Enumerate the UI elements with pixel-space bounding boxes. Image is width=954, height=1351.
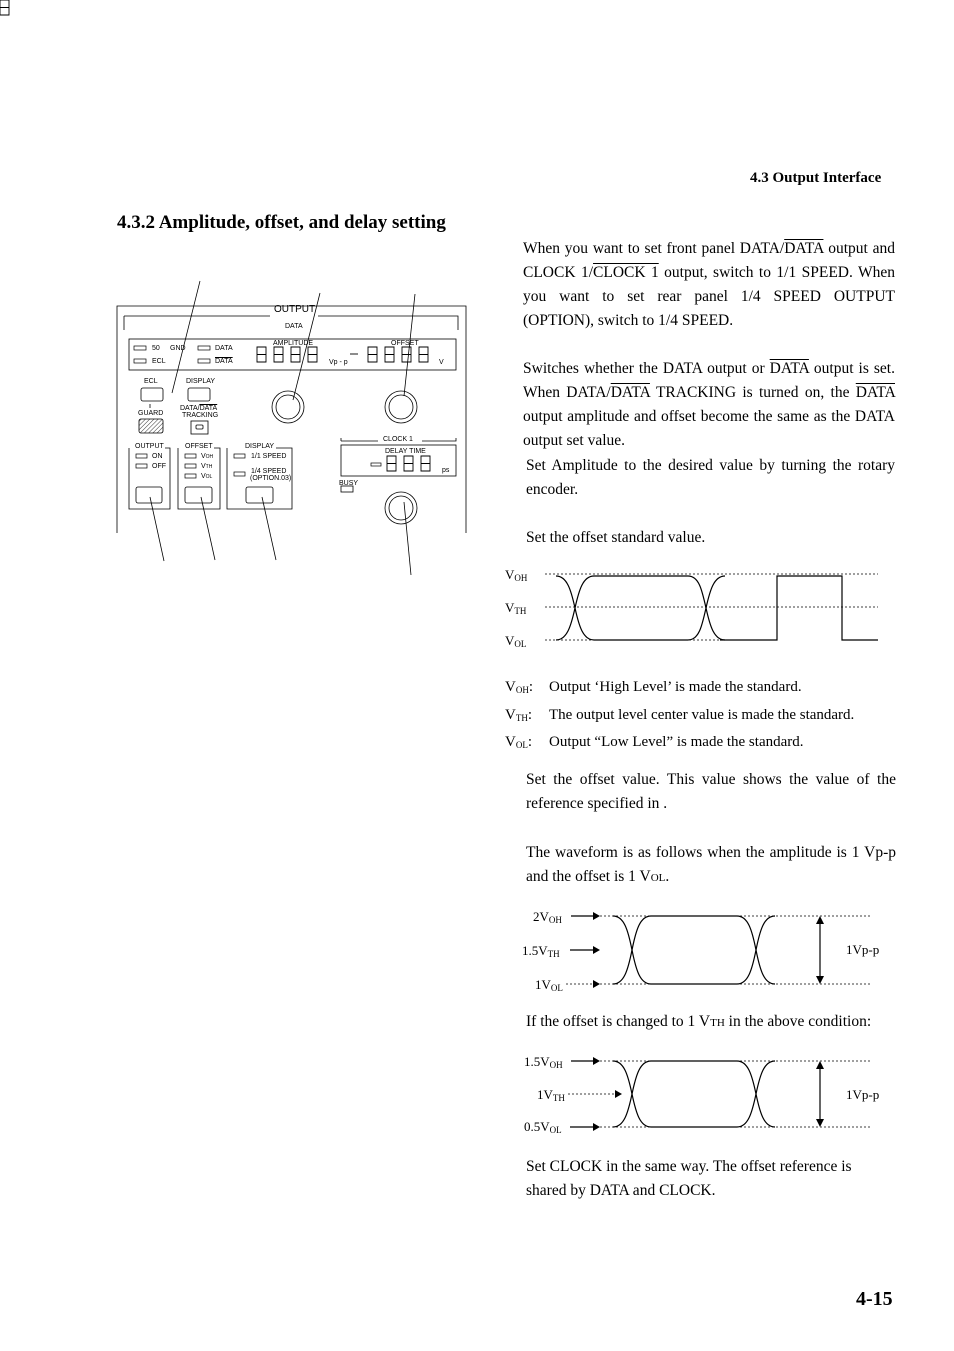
wave2-label-bot: $1V_{OL}$ — [535, 977, 563, 993]
change-paragraph: If the offset is changed to 1 VTH in the above condition: — [526, 1013, 872, 1030]
panel-output-group-label: OUTPUT — [135, 443, 164, 450]
definition-vol: $V_{OL}$: Output “Low Level” is made the standard. — [505, 734, 804, 750]
panel-tracking-label: DATA/DATA — [180, 405, 218, 412]
wave1-label-voh: $V_{OH}$ — [505, 567, 528, 583]
intro-p2-segment: DATA — [610, 384, 650, 401]
wave1-label-vol: $V_{OL}$ — [505, 633, 527, 649]
wave2-label-mid: $1.5V_{TH}$ — [522, 943, 560, 959]
intro-paragraph-4: Set the offset standard value. — [526, 529, 706, 546]
panel-v-label: V — [439, 359, 444, 366]
panel-delay-time-label: DELAY TIME — [385, 448, 426, 455]
offset-paragraph: Set the offset value. This value shows the value of the reference specified in . — [526, 771, 896, 812]
intro-p2-segment: output amplitude and offset become the same as the DATA output set value. — [523, 408, 895, 449]
wave3-label-mid: $1V_{TH}$ — [537, 1087, 565, 1103]
panel-guard-label: GUARD — [138, 410, 164, 417]
intro-p2-segment: DATA — [769, 360, 809, 377]
wave3-amplitude-label: 1Vp-p — [846, 1087, 880, 1102]
intro-p1-segment: output and CLOCK 1/ — [523, 240, 895, 281]
wave1-label-vth: $V_{TH}$ — [505, 600, 527, 616]
panel-display-group-label: DISPLAY — [245, 443, 275, 450]
panel-voh-label: VOH — [201, 453, 214, 460]
panel-offset-group-label: OFFSET — [185, 443, 213, 450]
panel-option-label: (OPTION.03) — [250, 475, 292, 482]
definition-vth: $V_{TH}$: The output level center value is made the standard. — [505, 706, 855, 723]
wave3-label-bot: $0.5V_{OL}$ — [524, 1119, 562, 1135]
panel-data-bar-led-label: DATA — [215, 358, 233, 365]
wave3-label-top: $1.5V_{OH}$ — [524, 1054, 563, 1070]
panel-50-label: 50 — [152, 345, 160, 352]
panel-vpp-label: Vp - p — [329, 359, 348, 366]
intro-p1-segment: CLOCK 1 — [593, 264, 659, 281]
intro-p1-segment: When you want to set front panel DATA/ — [523, 240, 785, 257]
panel-speed14-label: 1/4 SPEED — [251, 468, 287, 475]
wave2-amplitude-label: 1Vp-p — [846, 942, 880, 957]
intro-p1-segment: DATA — [784, 240, 824, 257]
panel-speed11-label: 1/1 SPEED — [251, 453, 287, 460]
panel-ecl-led-label: ECL — [152, 358, 166, 365]
intro-p2-segment: DATA — [855, 384, 895, 401]
waveform-paragraph: The waveform is as follows when the amplitude is 1 Vp-p and the offset is 1 VOL. — [526, 844, 896, 885]
definition-voh: $V_{OH}$: Output ‘High Level’ is made the standard. — [505, 679, 802, 695]
panel-gnd-label: GND — [170, 345, 186, 352]
panel-clock-label: CLOCK 1 — [383, 436, 413, 443]
panel-ecl-button-label: ECL — [144, 378, 158, 385]
panel-off-label: OFF — [152, 463, 166, 470]
panel-ps-label: ps — [442, 467, 450, 474]
intro-p2-segment: Switches whether the DATA output or — [523, 360, 770, 377]
panel-data-label: DATA — [285, 323, 303, 330]
page-number: 4-15 — [856, 1288, 893, 1310]
panel-offset-label: OFFSET — [391, 340, 419, 347]
intro-p1-segment: output, switch to 1/1 SPEED. When you want to set rear panel 1/4 SPEED OUTPUT (OPTION), switch to 1/4 SPEED. — [523, 264, 895, 329]
panel-busy-label: BUSY — [339, 480, 359, 487]
wave2-label-top: $2V_{OH}$ — [533, 909, 562, 925]
intro-p2-segment: output is set. When DATA/ — [523, 360, 895, 401]
clock-paragraph: Set CLOCK in the same way. The offset reference is shared by DATA and CLOCK. — [526, 1158, 852, 1199]
section-title: 4.3.2 Amplitude, offset, and delay setting — [117, 212, 446, 233]
panel-vol-label: VOL — [201, 473, 213, 480]
panel-vth-label: VTH — [201, 463, 213, 470]
panel-amplitude-label: AMPLITUDE — [273, 340, 314, 347]
panel-tracking-label-2: TRACKING — [182, 412, 219, 419]
panel-on-label: ON — [152, 453, 163, 460]
panel-data-led-label: DATA — [215, 345, 233, 352]
panel-display-button-label: DISPLAY — [186, 378, 216, 385]
panel-output-label: OUTPUT — [274, 304, 316, 315]
running-header: 4.3 Output Interface — [750, 170, 882, 186]
intro-paragraph-3: Set Amplitude to the desired value by turning the rotary encoder. — [526, 457, 895, 498]
intro-p2-segment: TRACKING is turned on, the — [649, 384, 856, 401]
